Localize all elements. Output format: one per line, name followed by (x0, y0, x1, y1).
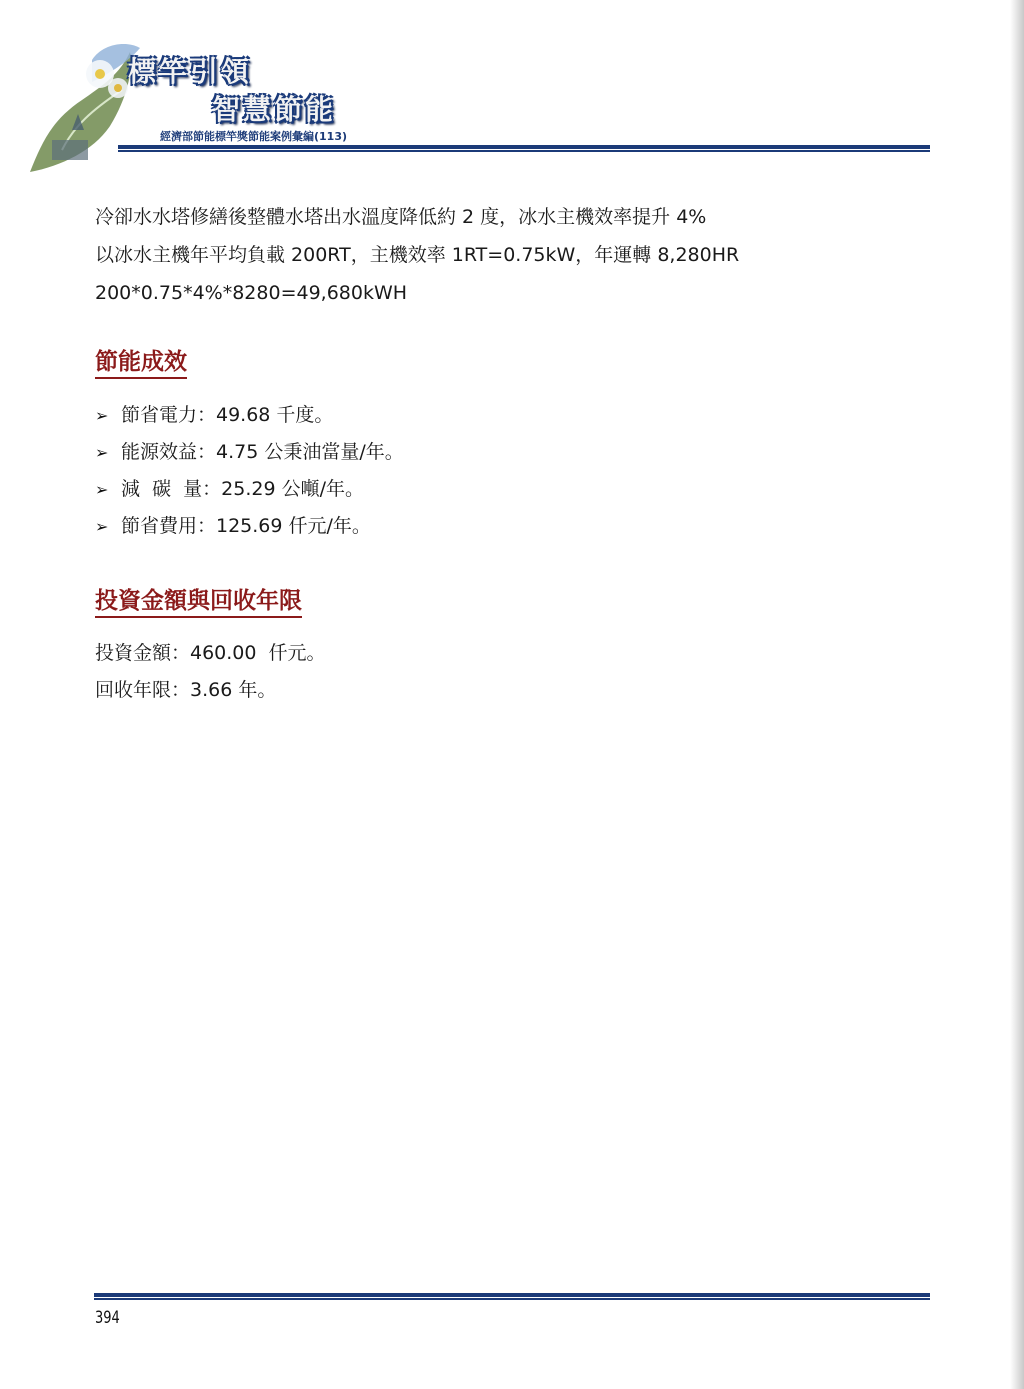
section-title: 投資金額與回收年限 (95, 582, 302, 618)
savings-list (95, 397, 404, 545)
list-item-text: 節省電力：49.68 千度。 (121, 404, 334, 426)
header-title-line1: 標竿引領 (128, 55, 253, 88)
list-item-text: 減 碳 量：25.29 公噸/年。 (121, 478, 364, 500)
arrow-right-icon: ➢ (95, 406, 109, 425)
arrow-right-icon: ➢ (95, 443, 109, 462)
page-number: 394 (95, 1308, 120, 1328)
investment-line: 投資金額：460.00 仟元。 (95, 642, 326, 664)
list-item (95, 434, 404, 471)
investment-line: 回收年限：3.66 年。 (95, 679, 277, 701)
header-rule (118, 145, 930, 153)
intro-line: 冷卻水水塔修繕後整體水塔出水溫度降低約 2 度，冰水主機效率提升 4% (95, 206, 707, 228)
list-item-text: 能源效益：4.75 公秉油當量/年。 (121, 441, 404, 463)
list-item (95, 508, 404, 545)
arrow-right-icon: ➢ (95, 517, 109, 536)
header-title-line2: 智慧節能 (212, 93, 337, 126)
intro-line: 以冰水主機年平均負載 200RT，主機效率 1RT=0.75kW，年運轉 8,280HR (95, 244, 740, 266)
investment-details (95, 635, 326, 709)
list-item (95, 471, 404, 508)
footer-rule (94, 1293, 930, 1301)
list-item-text: 節省費用：125.69 仟元/年。 (121, 515, 371, 537)
intro-paragraph (95, 198, 925, 312)
investment-section-heading (95, 582, 302, 618)
intro-line: 200*0.75*4%*8280=49,680kWH (95, 282, 408, 304)
section-title: 節能成效 (95, 343, 187, 379)
header-subtitle: 經濟部節能標竿獎節能案例彙編(113) (160, 130, 348, 143)
savings-section-heading (95, 343, 187, 379)
page-edge-shadow (1010, 0, 1024, 1389)
arrow-right-icon: ➢ (95, 480, 109, 499)
list-item (95, 397, 404, 434)
